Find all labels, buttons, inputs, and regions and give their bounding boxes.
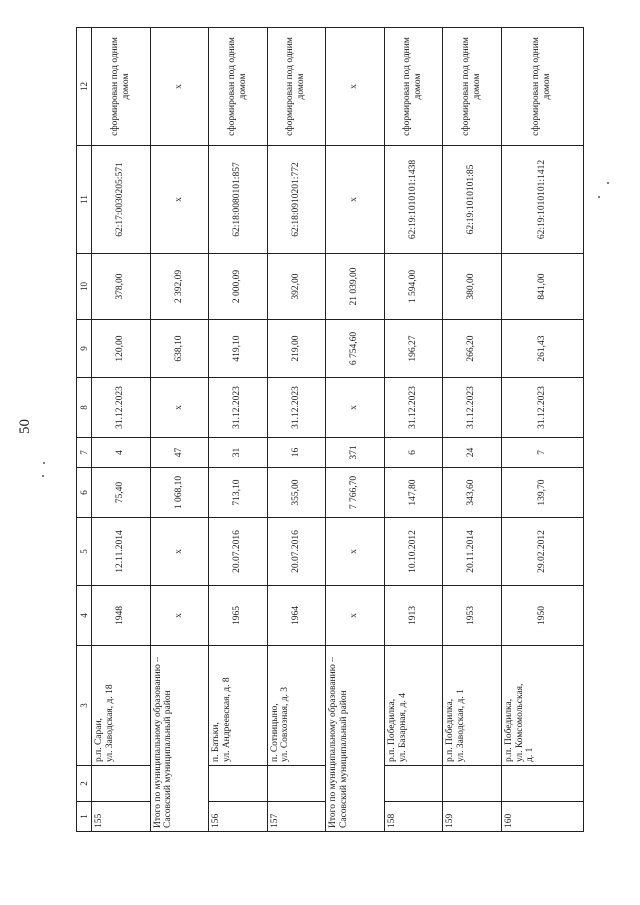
row-year: 1948 bbox=[92, 586, 151, 646]
row-residents: 24 bbox=[443, 438, 502, 468]
row-v10: 841,00 bbox=[501, 254, 583, 320]
row-note: сформирован под одним домом bbox=[267, 28, 326, 146]
column-header: 8 bbox=[77, 378, 92, 438]
rotated-table-wrapper bbox=[76, 28, 584, 832]
table-row bbox=[501, 28, 583, 832]
column-header: 5 bbox=[77, 518, 92, 586]
row-area: 7 766,70 bbox=[326, 468, 385, 518]
row-v9: 419,10 bbox=[209, 320, 268, 378]
total-label: Итого по муниципальному образованию – Сасовский муниципальный район bbox=[326, 646, 385, 832]
row-year: х bbox=[150, 586, 209, 646]
row-v9: 266,20 bbox=[443, 320, 502, 378]
row-area: 147,80 bbox=[384, 468, 443, 518]
row-year: 1965 bbox=[209, 586, 268, 646]
column-header: 7 bbox=[77, 438, 92, 468]
total-row bbox=[326, 28, 385, 832]
row-col2 bbox=[384, 766, 443, 802]
row-date1: 10.10.2012 bbox=[384, 518, 443, 586]
row-v9: 120,00 bbox=[92, 320, 151, 378]
scan-speck bbox=[43, 462, 45, 464]
column-header: 10 bbox=[77, 254, 92, 320]
row-v9: 6 754,60 bbox=[326, 320, 385, 378]
row-date1: х bbox=[326, 518, 385, 586]
column-header: 3 bbox=[77, 646, 92, 766]
row-area: 713,10 bbox=[209, 468, 268, 518]
row-v9: 219,00 bbox=[267, 320, 326, 378]
row-residents: 371 bbox=[326, 438, 385, 468]
housing-table bbox=[76, 27, 584, 832]
scan-speck bbox=[598, 196, 600, 198]
row-note: сформирован под одним домом bbox=[92, 28, 151, 146]
row-col2 bbox=[209, 766, 268, 802]
table-row bbox=[384, 28, 443, 832]
row-number: 158 bbox=[384, 802, 443, 832]
row-address: р.п. Победилка, ул. Комсомольская, д. 1 bbox=[501, 646, 583, 766]
row-v9: 196,27 bbox=[384, 320, 443, 378]
row-cadastral: х bbox=[150, 146, 209, 254]
column-header: 6 bbox=[77, 468, 92, 518]
row-address: р.п. Сараи, ул. Заводская, д. 18 bbox=[92, 646, 151, 766]
row-residents: 6 bbox=[384, 438, 443, 468]
row-v9: 638,10 bbox=[150, 320, 209, 378]
row-date1: 29.02.2012 bbox=[501, 518, 583, 586]
row-number: 156 bbox=[209, 802, 268, 832]
row-col2 bbox=[443, 766, 502, 802]
row-number: 160 bbox=[501, 802, 583, 832]
column-header: 1 bbox=[77, 802, 92, 832]
row-date2: х bbox=[150, 378, 209, 438]
row-date1: 20.07.2016 bbox=[209, 518, 268, 586]
row-date1: х bbox=[150, 518, 209, 586]
row-note: сформирован под одним домом bbox=[501, 28, 583, 146]
row-v10: 2 000,09 bbox=[209, 254, 268, 320]
row-date2: 31.12.2023 bbox=[384, 378, 443, 438]
row-residents: 4 bbox=[92, 438, 151, 468]
table-row bbox=[209, 28, 268, 832]
row-date2: 31.12.2023 bbox=[443, 378, 502, 438]
row-v10: 392,00 bbox=[267, 254, 326, 320]
table-row bbox=[443, 28, 502, 832]
row-v10: 2 392,09 bbox=[150, 254, 209, 320]
row-date2: х bbox=[326, 378, 385, 438]
row-cadastral: 62:19:1010101:85 bbox=[443, 146, 502, 254]
row-v10: 21 039,00 bbox=[326, 254, 385, 320]
column-header: 9 bbox=[77, 320, 92, 378]
column-header: 4 bbox=[77, 586, 92, 646]
row-year: 1913 bbox=[384, 586, 443, 646]
row-note: х bbox=[150, 28, 209, 146]
row-year: 1950 bbox=[501, 586, 583, 646]
row-area: 343,60 bbox=[443, 468, 502, 518]
scan-speck bbox=[42, 475, 44, 477]
row-note: сформирован под одним домом bbox=[384, 28, 443, 146]
row-residents: 31 bbox=[209, 438, 268, 468]
row-address: п. Батьки, ул. Андреевская, д. 8 bbox=[209, 646, 268, 766]
total-label: Итого по муниципальному образованию – Сасовский муниципальный район bbox=[150, 646, 209, 832]
row-cadastral: 62:19:1010101:1412 bbox=[501, 146, 583, 254]
row-number: 157 bbox=[267, 802, 326, 832]
row-address: п. Сотницыно, ул. Совхозная, д. 3 bbox=[267, 646, 326, 766]
scan-speck bbox=[607, 182, 609, 184]
total-row bbox=[150, 28, 209, 832]
row-note: х bbox=[326, 28, 385, 146]
row-cadastral: 62:18:0080101:857 bbox=[209, 146, 268, 254]
row-cadastral: 62:18:0910201:772 bbox=[267, 146, 326, 254]
row-number: 155 bbox=[92, 802, 151, 832]
row-cadastral: 62:17:0030205:571 bbox=[92, 146, 151, 254]
row-col2 bbox=[92, 766, 151, 802]
row-date2: 31.12.2023 bbox=[92, 378, 151, 438]
header-row bbox=[77, 28, 92, 832]
row-date1: 20.07.2016 bbox=[267, 518, 326, 586]
row-note: сформирован под одним домом bbox=[209, 28, 268, 146]
column-header: 11 bbox=[77, 146, 92, 254]
table-row bbox=[267, 28, 326, 832]
row-residents: 7 bbox=[501, 438, 583, 468]
row-area: 355,00 bbox=[267, 468, 326, 518]
row-year: 1953 bbox=[443, 586, 502, 646]
row-cadastral: 62:19:1010101:1438 bbox=[384, 146, 443, 254]
column-header: 12 bbox=[77, 28, 92, 146]
row-v10: 380,00 bbox=[443, 254, 502, 320]
row-date1: 20.11.2014 bbox=[443, 518, 502, 586]
row-year: 1964 bbox=[267, 586, 326, 646]
row-year: х bbox=[326, 586, 385, 646]
row-v9: 261,43 bbox=[501, 320, 583, 378]
table-row bbox=[92, 28, 151, 832]
row-area: 139,70 bbox=[501, 468, 583, 518]
row-date2: 31.12.2023 bbox=[209, 378, 268, 438]
row-v10: 1 594,00 bbox=[384, 254, 443, 320]
row-col2 bbox=[267, 766, 326, 802]
row-date2: 31.12.2023 bbox=[501, 378, 583, 438]
row-note: сформирован под одним домом bbox=[443, 28, 502, 146]
column-header: 2 bbox=[77, 766, 92, 802]
row-area: 1 068,10 bbox=[150, 468, 209, 518]
row-col2 bbox=[501, 766, 583, 802]
row-number: 159 bbox=[443, 802, 502, 832]
row-area: 75,40 bbox=[92, 468, 151, 518]
row-date1: 12.11.2014 bbox=[92, 518, 151, 586]
row-residents: 47 bbox=[150, 438, 209, 468]
row-cadastral: х bbox=[326, 146, 385, 254]
row-v10: 378,00 bbox=[92, 254, 151, 320]
row-address: р.п. Победилка, ул. Заводская, д. 1 bbox=[443, 646, 502, 766]
row-residents: 16 bbox=[267, 438, 326, 468]
row-address: р.п. Победилка, ул. Базарная, д. 4 bbox=[384, 646, 443, 766]
page-number: 50 bbox=[17, 419, 33, 434]
row-date2: 31.12.2023 bbox=[267, 378, 326, 438]
